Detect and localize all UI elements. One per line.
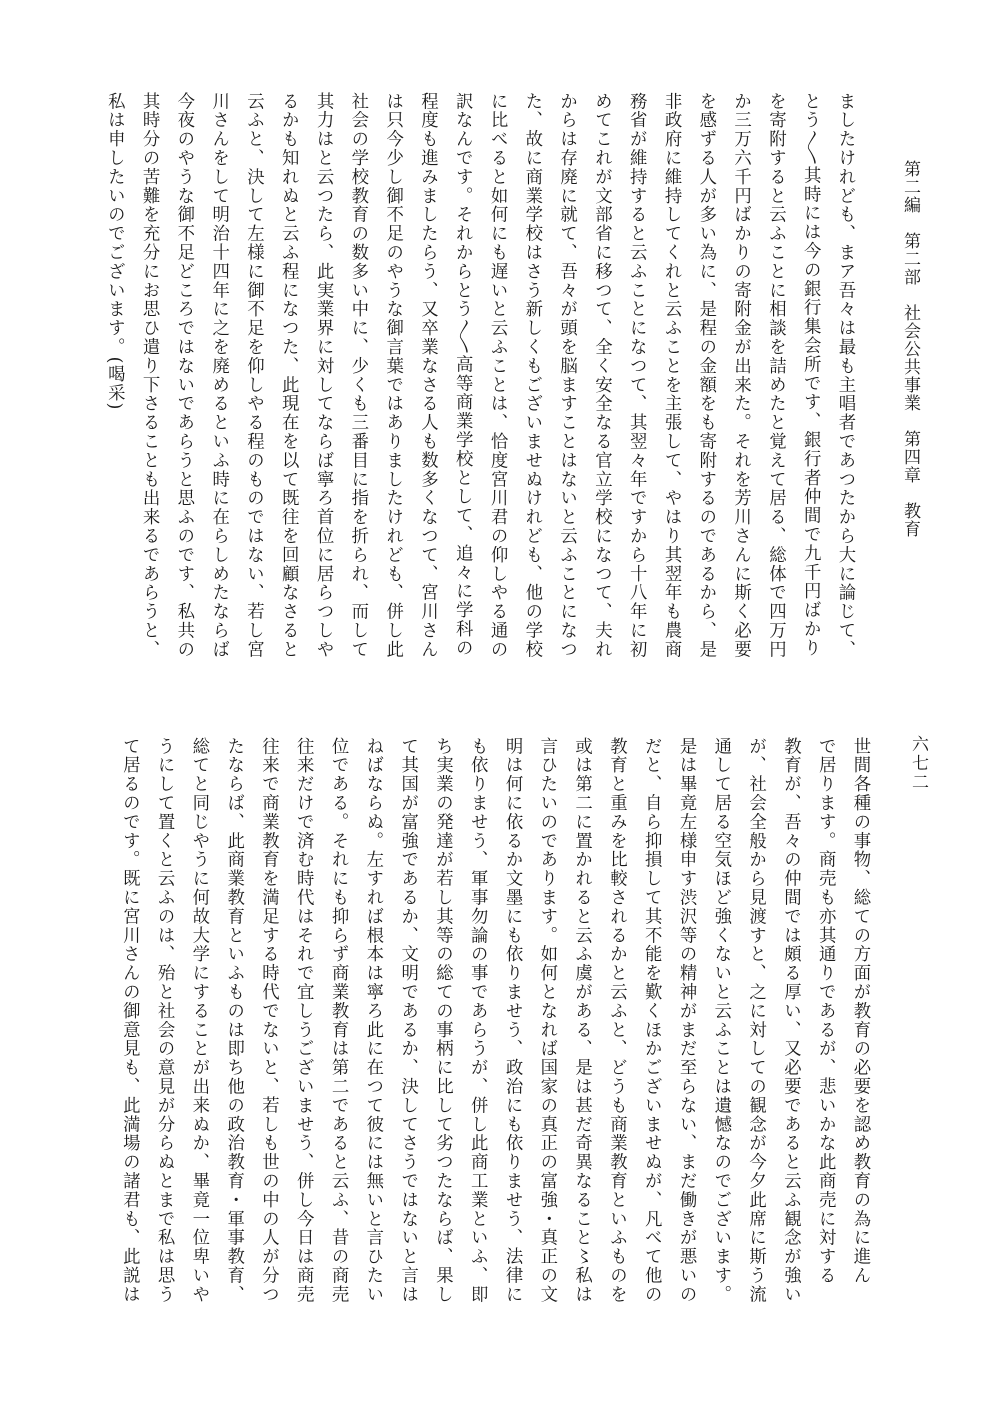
lower-text-block [60, 737, 877, 1339]
text-column: 教育と重みを比較されるかと云ふと、どうも商業教育といふものを [606, 737, 627, 1304]
text-column: た、故に商業学校はさう新しくもございませぬけれども、他の学校 [521, 92, 542, 659]
text-column: て居るのです。既に宮川さんの御意見も、此満場の諸君も、此説は [119, 737, 140, 1304]
text-column: 川さんをして明治十四年に之を廃めるといふ時に在らしめたならば [208, 92, 229, 659]
text-column: からは存廃に就て、吾々が頭を脳ますことはないと云ふことになつ [556, 92, 577, 659]
text-column: 非政府に維持してくれと云ふことを主張して、やはり其翌年も農商 [661, 92, 682, 659]
text-column: を寄附すると云ふことに相談を詰めたと覚えて居る、総体で四万円 [765, 92, 786, 659]
text-column: 云ふと、決して左様に御不足を仰しやる程のものではない、若し宮 [243, 92, 264, 659]
text-column: るかも知れぬと云ふ程になつた、此現在を以て既往を回顧なさると [278, 92, 299, 659]
text-column: 世間各種の事物、総ての方面が教育の必要を認め教育の為に進ん [850, 737, 870, 1286]
text-column: 訳なんです。それからとう〳〵高等商業学校として、追々に学科の [452, 92, 473, 658]
text-column: が、社会全般から見渡すと、之に対しての観念が今夕此席に斯う流 [745, 737, 766, 1304]
text-column: ねばならぬ。左すれば根本は寧ろ此に在つて彼には無いと言ひたい [362, 737, 383, 1304]
text-column: 総てと同じやうに何故大学にすることが出来ぬか、畢竟一位卑いや [188, 737, 209, 1304]
upper-text-block [60, 92, 862, 694]
text-column: うにして置くと云ふのは、殆と社会の意見が分らぬとまで私は思う [154, 737, 175, 1304]
text-column: 務省が維持すると云ふことになつて、其翌々年ですから十八年に初 [626, 92, 647, 659]
text-column: か三万六千円ばかりの寄附金が出来た。それを芳川さんに斯く必要 [730, 92, 751, 659]
text-column: めてこれが文部省に移つて、全く安全なる官立学校になつて、夫れ [591, 92, 612, 659]
text-column: 其力はと云つたら、此実業界に対してならば寧ろ首位に居らつしや [313, 92, 334, 659]
text-column: も依りませう、軍事勿論の事であらうが、併し此商工業といふ、即 [467, 737, 488, 1304]
text-column: て其国が富強であるか、文明であるか、決してさうではないと言は [397, 737, 418, 1304]
text-column: ち実業の発達が若し其等の総ての事柄に比して劣つたならば、果し [432, 737, 453, 1304]
text-column: 或は第二に置かれると云ふ虞がある、是は甚だ奇異なること〻私は [571, 737, 592, 1304]
text-column: 言ひたいのであります。如何となれば国家の真正の富強・真正の文 [536, 737, 557, 1304]
text-column: たならば、此商業教育といふものは即ち他の政治教育・軍事教育、 [223, 737, 244, 1304]
text-column: 社会の学校教育の数多い中に、少くも三番目に指を折られ、而して [347, 92, 368, 659]
text-column: で居ります。商売も亦其通りであるが、悲いかな此商売に対する [815, 737, 836, 1286]
text-column: 明は何に依るか文墨にも依りませう、政治にも依りませう、法律に [502, 737, 523, 1304]
text-column: 往来だけで済む時代はそれで宜しうございませう、併し今日は商売 [293, 737, 314, 1304]
text-column: 位である。それにも抑らず商業教育は第二であると云ふ、昔の商売 [328, 737, 349, 1304]
text-column: 私は申したいのでございます。(喝采) [104, 92, 125, 411]
text-column: だと、自ら抑損して其不能を歎くほかございませぬが、凡べて他の [641, 737, 662, 1304]
text-column: 通して居る空気ほど強くないと云ふことは遺憾なのでございます。 [710, 737, 731, 1304]
text-column: 程度も進みましたらう、又卒業なさる人も数多くなつて、宮川さん [417, 92, 438, 659]
text-column: ましたけれども、まア吾々は最も主唱者であつたから大に論じて、 [835, 92, 855, 659]
text-column: は只今少し御不足のやうな御言葉ではありましたけれども、併し此 [382, 92, 403, 659]
running-head: 第二編 第二部 社会公共事業 第四章 教育 [900, 160, 920, 538]
text-column: 教育が、吾々の仲間では頗る厚い、又必要であると云ふ観念が強い [780, 737, 801, 1304]
text-column: に比べると如何にも遅いと云ふことは、恰度宮川君の仰しやる通の [487, 92, 508, 659]
text-column: 是は畢竟左様申す渋沢等の精神がまだ至らない、まだ働きが悪いの [676, 737, 697, 1304]
text-column: を感ずる人が多い為に、是程の金額をも寄附するのであるから、是 [695, 92, 716, 659]
text-column: 往来で商業教育を満足する時代でないと、若しも世の中の人が分つ [258, 737, 279, 1304]
text-column: 今夜のやうな御不足どころではないであらうと思ふのです、私共の [173, 92, 194, 659]
page-number: 六七二 [908, 735, 928, 792]
text-column: とう〳〵其時には今の銀行集会所です、銀行者仲間で九千円ばかり [800, 92, 821, 658]
text-column: 其時分の苦難を充分にお思ひ遣り下さることも出来るであらうと、 [139, 92, 160, 659]
